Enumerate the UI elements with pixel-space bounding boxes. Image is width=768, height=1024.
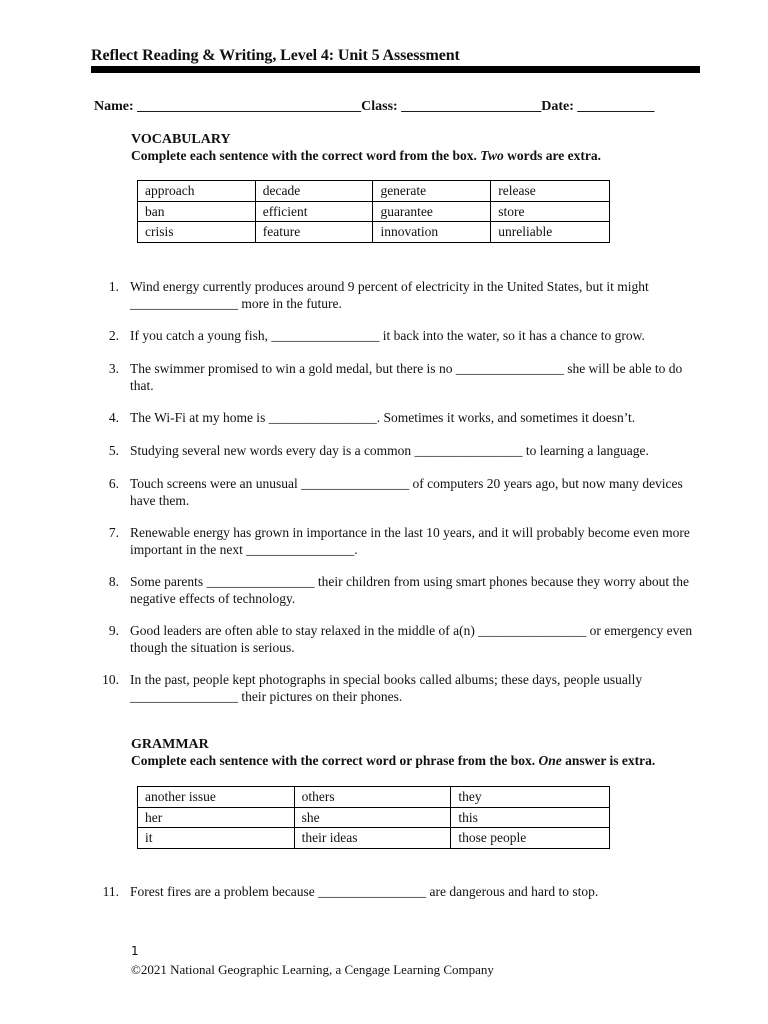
word-box-cell: they — [451, 787, 610, 808]
question-text: The swimmer promised to win a gold medal, but there is no ________________ she will be able to do that. — [130, 361, 683, 393]
question-number: 9. — [108, 623, 119, 638]
word-box-row — [138, 828, 610, 849]
question-text: If you catch a young fish, ________________ it back into the water, so it has a chance to grow. — [130, 328, 645, 343]
vocabulary-heading: VOCABULARY — [131, 132, 231, 147]
question-number: 8. — [108, 574, 119, 589]
question-number: 2. — [108, 328, 119, 343]
word-box-cell: her — [138, 807, 295, 828]
vocabulary-instruction: Complete each sentence with the correct word from the box. Two words are extra. — [131, 148, 602, 163]
question-text: Some parents ________________ their children from using smart phones because they worry about the negative effects of technology. — [130, 574, 690, 606]
question-number: 5. — [108, 443, 119, 458]
word-box-cell: others — [294, 787, 451, 808]
word-box-cell: this — [451, 807, 610, 828]
word-box-cell: efficient — [255, 201, 373, 222]
question-number: 10. — [102, 672, 119, 687]
title-rule — [91, 66, 700, 73]
question-text: Touch screens were an unusual ________________ of computers 20 years ago, but now many devices have them. — [130, 476, 683, 508]
question-number: 1. — [108, 279, 119, 294]
word-box-cell: she — [294, 807, 451, 828]
word-box-cell: guarantee — [373, 201, 491, 222]
question-text: Forest fires are a problem because ________________ are dangerous and hard to stop. — [130, 884, 599, 899]
question-text: Renewable energy has grown in importance in the last 10 years, and it will probably become even more important in the next ________________. — [130, 525, 690, 557]
page-number: 1 — [131, 944, 139, 958]
word-box-cell: those people — [451, 828, 610, 849]
word-box-cell: ban — [138, 201, 256, 222]
word-box-cell: generate — [373, 181, 491, 202]
grammar-instruction: Complete each sentence with the correct word or phrase from the box. One answer is extra. — [131, 753, 656, 768]
word-box-row — [138, 201, 610, 222]
grammar-word-box — [137, 786, 610, 849]
question-number: 6. — [108, 476, 119, 491]
document-title: Reflect Reading & Writing, Level 4: Unit 5 Assessment — [91, 47, 460, 64]
word-box-cell: approach — [138, 181, 256, 202]
word-box-cell: crisis — [138, 222, 256, 243]
word-box-cell: another issue — [138, 787, 295, 808]
question-text: In the past, people kept photographs in special books called albums; these days, people usually ________________ their pictures on their phones. — [130, 672, 643, 704]
word-box-cell: innovation — [373, 222, 491, 243]
word-box-row — [138, 787, 610, 808]
question-number: 3. — [108, 361, 119, 376]
question-text: Studying several new words every day is a common ________________ to learning a language. — [130, 443, 649, 458]
question-text: The Wi-Fi at my home is ________________. Sometimes it works, and sometimes it doesn’t. — [130, 410, 636, 425]
question-text: Good leaders are often able to stay relaxed in the middle of a(n) ________________ or emergency even though the situation is serious. — [130, 623, 693, 655]
word-box-cell: feature — [255, 222, 373, 243]
word-box-cell: release — [491, 181, 610, 202]
name-class-date-line: Name: ________________________________Class: ____________________Date: ___________ — [94, 99, 655, 114]
word-box-cell: decade — [255, 181, 373, 202]
word-box-row — [138, 807, 610, 828]
word-box-row — [138, 181, 610, 202]
vocabulary-word-box — [137, 180, 610, 243]
word-box-cell: store — [491, 201, 610, 222]
word-box-cell: their ideas — [294, 828, 451, 849]
question-number: 11. — [102, 884, 119, 899]
word-box-cell: it — [138, 828, 295, 849]
word-box-cell: unreliable — [491, 222, 610, 243]
question-text: Wind energy currently produces around 9 percent of electricity in the United States, but it might ________________ more in the future. — [130, 279, 649, 311]
question-number: 7. — [108, 525, 119, 540]
copyright-notice: ©2021 National Geographic Learning, a Cengage Learning Company — [131, 962, 494, 977]
word-box-row — [138, 222, 610, 243]
grammar-heading: GRAMMAR — [131, 737, 209, 752]
question-number: 4. — [108, 410, 119, 425]
